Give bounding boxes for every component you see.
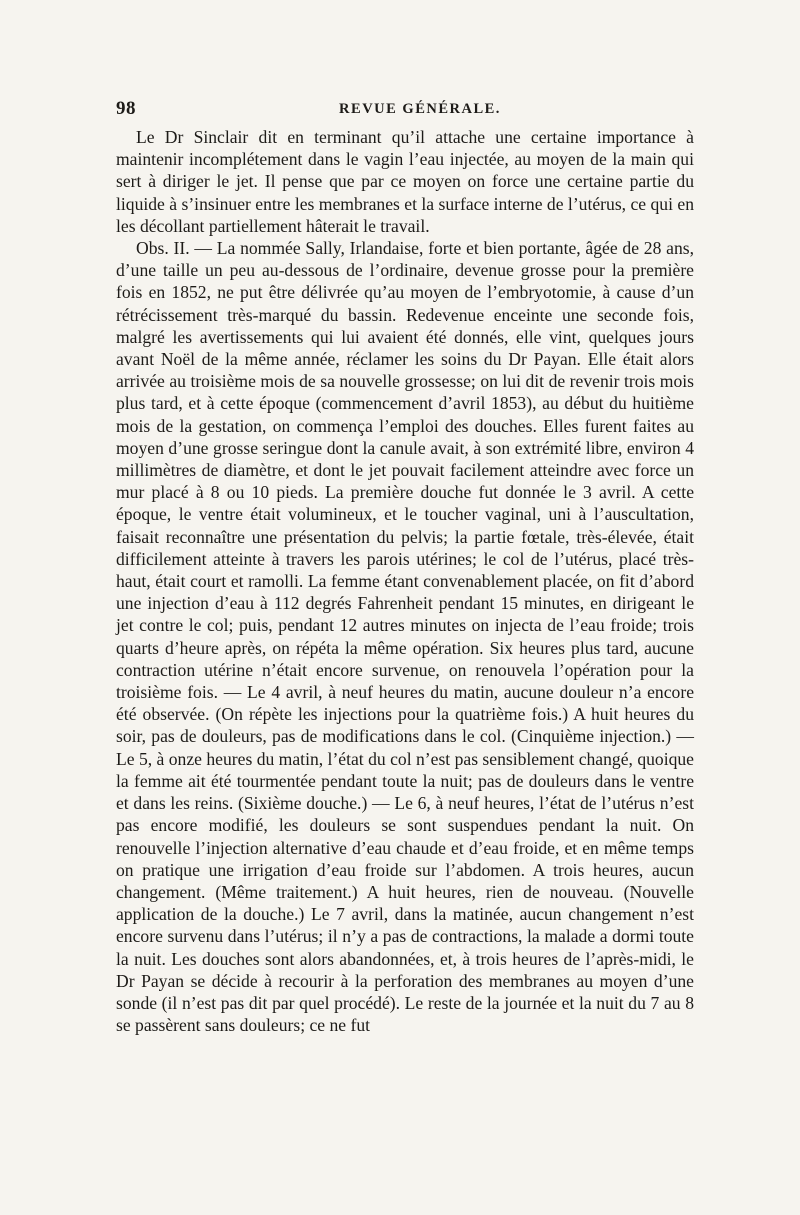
running-head [116,98,694,120]
paragraph-sinclair-conclusion: Le Dr Sinclair dit en terminant qu’il attache une certaine importance à maintenir incomplétement dans le vagin l’eau injectée, au moyen de la main qui sert à diriger le jet. Il pense que par ce moyen on force une certaine partie du liquide à s’insinuer entre les membranes et la surface interne de l’utérus, ce qui en les décollant partiellement hâterait le travail. [116,127,694,236]
running-title: REVUE GÉNÉRALE. [339,101,501,117]
paragraph-observation-2: Obs. II. — La nommée Sally, Irlandaise, forte et bien portante, âgée de 28 ans, d’une taille un peu au-dessous de l’ordinaire, devenue grosse pour la première fois en 1852, ne put être délivrée qu’au moyen de l’embryotomie, à cause d’un rétrécissement très-marqué du bassin. Redevenue enceinte une seconde fois, malgré les avertissements qui lui avaient été donnés, elle vint, quelques jours avant Noël de la même année, réclamer les soins du Dr Payan. Elle était alors arrivée au troisième mois de sa nouvelle grossesse; on lui dit de revenir trois mois plus tard, et à cette époque (commencement d’avril 1853), au début du huitième mois de la gestation, on commença l’emploi des douches. Elles furent faites au moyen d’une grosse seringue dont la canule avait, à son extrémité libre, environ 4 millimètres de diamètre, et dont le jet pouvait facilement atteindre avec force un mur placé à 8 ou 10 pieds. La première douche fut donnée le 3 avril. A cette époque, le ventre était volumineux, et le toucher vaginal, uni à l’auscultation, faisait reconnaître une présentation du pelvis; la partie fœtale, très-élevée, était difficilement atteinte à travers les parois utérines; le col de l’utérus, placé très-haut, était court et ramolli. La femme étant convenablement placée, on fit d’abord une injection d’eau à 112 degrés Fahrenheit pendant 15 minutes, en dirigeant le jet contre le col; puis, pendant 12 autres minutes on injecta de l’eau froide; trois quarts d’heure après, on répéta la même opération. Six heures plus tard, aucune contraction utérine n’était encore survenue, on renouvela l’opération pour la troisième fois. — Le 4 avril, à neuf heures du matin, aucune douleur n’a encore été observée. (On répète les injections pour la quatrième fois.) A huit heures du soir, pas de douleurs, pas de modifications dans le col. (Cinquième injection.) — Le 5, à onze heures du matin, l’état du col n’est pas sensiblement changé, quoique la femme ait été tourmentée pendant toute la nuit; pas de douleurs dans le ventre et dans les reins. (Sixième douche.) — Le 6, à neuf heures, l’état de l’utérus n’est pas encore modifié, les douleurs se sont suspendues pendant la nuit. On renouvelle l’injection alternative d’eau chaude et d’eau froide, et en même temps on pratique une irrigation d’eau froide sur l’abdomen. A trois heures, aucun changement. (Même traitement.) A huit heures, rien de nouveau. (Nouvelle application de la douche.) Le 7 avril, dans la matinée, aucun changement n’est encore survenu dans l’utérus; il n’y a pas de contractions, la malade a dormi toute la nuit. Les douches sont alors abandonnées, et, à trois heures de l’après-midi, le Dr Payan se décide à recourir à la perforation des membranes au moyen d’une sonde (il n’est pas dit par quel procédé). Le reste de la journée et la nuit du 7 au 8 se passèrent sans douleurs; ce ne fut [116,238,694,1036]
document-page [116,98,694,1036]
body-text [116,126,694,1036]
page-number: 98 [116,98,136,119]
